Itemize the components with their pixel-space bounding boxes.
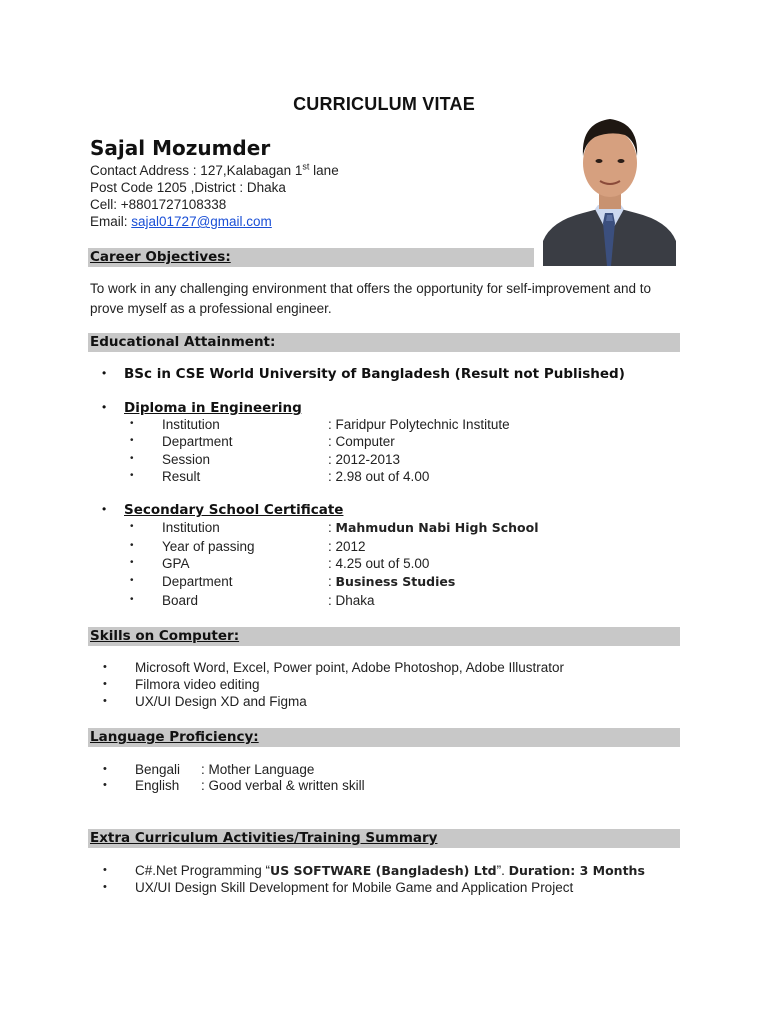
edu-diploma	[124, 400, 302, 416]
language-name: English	[135, 778, 180, 793]
row-label: Year of passing	[162, 539, 255, 554]
section-career-objectives	[88, 248, 534, 267]
contact-email	[90, 213, 272, 230]
skills-heading: Skills on Computer:	[90, 628, 240, 644]
diploma-row	[162, 469, 430, 484]
row-sep: :	[328, 574, 336, 589]
email-link[interactable]: sajal01727@gmail.com	[131, 214, 272, 229]
extra-heading: Extra Curriculum Activities/Training Summary	[90, 830, 438, 846]
row-value	[328, 556, 429, 571]
skill-item: • Filmora video editing	[135, 677, 260, 692]
diploma-row	[162, 452, 401, 467]
skill-item: • Microsoft Word, Excel, Power point, Adobe Photoshop, Adobe Illustrator	[135, 660, 564, 675]
row-value-text: Dhaka	[335, 593, 375, 608]
ssc-row	[162, 574, 456, 589]
language-level: : Mother Language	[201, 762, 315, 777]
row-value	[328, 520, 539, 535]
row-value-text: Business Studies	[335, 574, 456, 589]
document-title: CURRICULUM VITAE	[293, 94, 475, 114]
edu-ssc	[124, 502, 343, 518]
row-label: Board	[162, 593, 199, 608]
row-sep: :	[328, 520, 336, 535]
education-heading: Educational Attainment:	[90, 334, 276, 350]
row-value	[328, 574, 455, 589]
row-sep: :	[328, 556, 336, 571]
row-value: : Computer	[328, 434, 395, 449]
row-label: Department	[162, 434, 233, 449]
row-sep: :	[328, 593, 336, 608]
portrait-image	[543, 101, 676, 266]
row-label: Institution	[162, 520, 220, 535]
contact-cell: Cell: +8801727108338	[90, 197, 227, 212]
section-extra-curriculum	[88, 829, 680, 848]
address-text: Contact Address : 127,Kalabagan 1	[90, 163, 303, 178]
extra-item	[135, 863, 645, 878]
language-item	[135, 762, 315, 777]
contact-address	[90, 162, 339, 179]
row-label: GPA	[162, 556, 190, 571]
row-value	[328, 539, 366, 554]
career-heading: Career Objectives:	[90, 249, 231, 265]
row-value-text: Mahmudun Nabi High School	[335, 520, 539, 535]
diploma-title: Diploma in Engineering	[124, 400, 302, 416]
contact-post: Post Code 1205 ,District : Dhaka	[90, 180, 286, 195]
row-label: Institution	[162, 417, 220, 432]
extra-item-company: US SOFTWARE (Bangladesh) Ltd	[270, 863, 497, 878]
address-suffix: lane	[309, 163, 339, 178]
language-heading: Language Proficiency:	[90, 729, 259, 745]
extra-item-mid: ”.	[496, 863, 509, 878]
row-value: : Faridpur Polytechnic Institute	[328, 417, 510, 432]
row-value-text: 2012	[335, 539, 366, 554]
extra-item-duration: Duration: 3 Months	[508, 863, 645, 878]
row-value-text: 4.25 out of 5.00	[335, 556, 430, 571]
row-label: Session	[162, 452, 211, 467]
candidate-name: Sajal Mozumder	[90, 136, 271, 160]
row-value	[328, 593, 375, 608]
language-name: Bengali	[135, 762, 181, 777]
row-value: : 2.98 out of 4.00	[328, 469, 430, 484]
ssc-row	[162, 593, 375, 608]
extra-item: • UX/UI Design Skill Development for Mobile Game and Application Project	[135, 880, 573, 895]
ssc-row	[162, 556, 430, 571]
row-sep: :	[328, 539, 336, 554]
row-label: Department	[162, 574, 233, 589]
edu-bsc	[124, 366, 625, 382]
ssc-title: Secondary School Certificate	[124, 502, 344, 518]
skill-item: • UX/UI Design XD and Figma	[135, 694, 307, 709]
profile-photo	[543, 101, 676, 266]
ssc-row	[162, 539, 366, 554]
career-text-line1: To work in any challenging environment that offers the opportunity for self-improvement and to	[90, 281, 652, 296]
section-language	[88, 728, 680, 747]
section-educational-attainment	[88, 333, 680, 352]
career-text-line2: prove myself as a professional engineer.	[90, 301, 332, 316]
diploma-row	[162, 417, 510, 432]
language-item	[135, 778, 365, 793]
row-label: Result	[162, 469, 201, 484]
diploma-row	[162, 434, 395, 449]
extra-item-prefix: C#.Net Programming “	[135, 863, 271, 878]
language-level: : Good verbal & written skill	[201, 778, 365, 793]
section-skills	[88, 627, 680, 646]
row-value: : 2012-2013	[328, 452, 401, 467]
email-label: Email:	[90, 214, 132, 229]
ssc-row	[162, 520, 539, 535]
bsc-text: BSc in CSE World University of Bangladesh (Result not Published)	[124, 366, 625, 382]
address-sup: st	[302, 161, 310, 172]
